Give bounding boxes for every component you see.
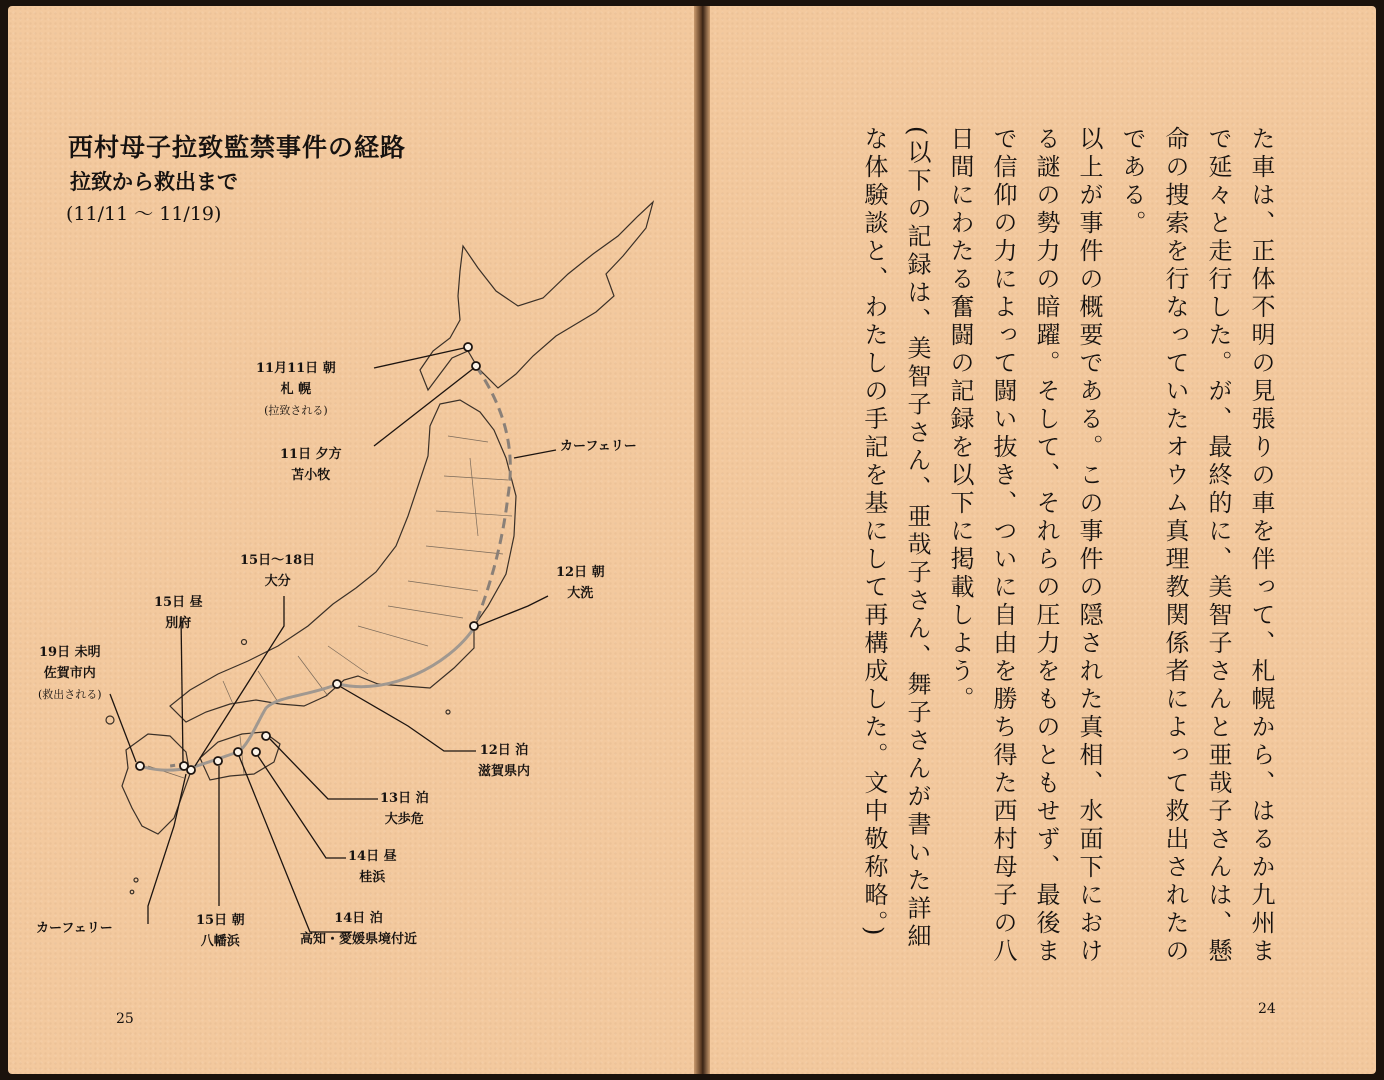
body-text <box>852 126 1282 966</box>
label-katsurahama: 14日 昼 桂浜 <box>348 849 397 885</box>
body-paragraph: 以上が事件の概要である。この事件の隠された真相、水面下における謎の勢力の暗躍。そして、それらの圧力をものともせず、最後まで信仰の力によって闘い抜き、ついに自由を勝ち得た西村母子の八日間にわたる奮闘の記録を以下に掲載しよう。 <box>946 126 1103 966</box>
stop-marker-sapporo <box>464 343 472 351</box>
stop-marker-border <box>234 748 242 756</box>
right-page <box>710 6 1376 1074</box>
island <box>134 878 138 882</box>
map-subtitle: 拉致から救出まで <box>70 169 238 194</box>
ferry-route-north <box>474 366 510 628</box>
label-car-ferry-south: カーフェリー <box>36 921 113 936</box>
island <box>130 890 134 894</box>
land-route <box>140 628 474 770</box>
label-oboke: 13日 泊 大歩危 <box>380 791 429 827</box>
label-oarai: 12日 朝 大洗 <box>556 565 605 601</box>
label-yawatahama: 15日 朝 八幡浜 <box>196 913 245 949</box>
label-oita: 15日〜18日 大分 <box>240 553 316 589</box>
body-paragraph: た車は、正体不明の見張りの車を伴って、札幌から、はるか九州まで延々と走行した。が、最終的に、美智子さんと亜哉子さんは、懸命の捜索を行なっていたオウム真理教関係者によって救出されたのである。 <box>1118 126 1275 966</box>
label-kochi-ehime-border: 14日 泊 高知・愛媛県境付近 <box>300 911 418 947</box>
island <box>446 710 450 714</box>
left-page <box>8 6 694 1074</box>
stop-marker-oboke <box>262 732 270 740</box>
map-title: 西村母子拉致監禁事件の経路 <box>68 133 407 162</box>
page-number-right: 24 <box>1258 1001 1276 1017</box>
body-paragraph: (以下の記録は、美智子さん、亜哉子さん、舞子さんが書いた詳細な体験談と、わたしの手記を基にして再構成した。文中敬称略。) <box>860 126 931 952</box>
label-tomakomai: 11日 夕方 苫小牧 <box>280 447 342 483</box>
hokkaido-outline <box>420 202 653 390</box>
label-shiga: 12日 泊 滋賀県内 <box>478 743 531 779</box>
stop-marker-yawatahama <box>214 757 222 765</box>
map-date-range: (11/11 〜 11/19) <box>66 203 222 225</box>
label-saga: 19日 未明 佐賀市内 (救出される) <box>38 645 102 701</box>
book-gutter <box>694 6 710 1074</box>
stop-marker-katsurahama <box>252 748 260 756</box>
leader-lines <box>110 348 556 932</box>
label-car-ferry-north: カーフェリー <box>560 439 637 454</box>
stop-marker-shiga <box>333 680 341 688</box>
label-beppu: 15日 昼 別府 <box>154 595 203 631</box>
island <box>242 640 247 645</box>
island <box>106 716 114 724</box>
page-number-left: 25 <box>116 1011 134 1027</box>
stop-marker-beppu <box>180 762 188 770</box>
honshu-outline <box>170 400 516 722</box>
kyushu-outline <box>122 734 190 834</box>
stop-marker-oarai <box>470 622 478 630</box>
label-sapporo: 11月11日 朝 札 幌 (拉致される) <box>256 361 336 417</box>
stop-marker-saga <box>136 762 144 770</box>
